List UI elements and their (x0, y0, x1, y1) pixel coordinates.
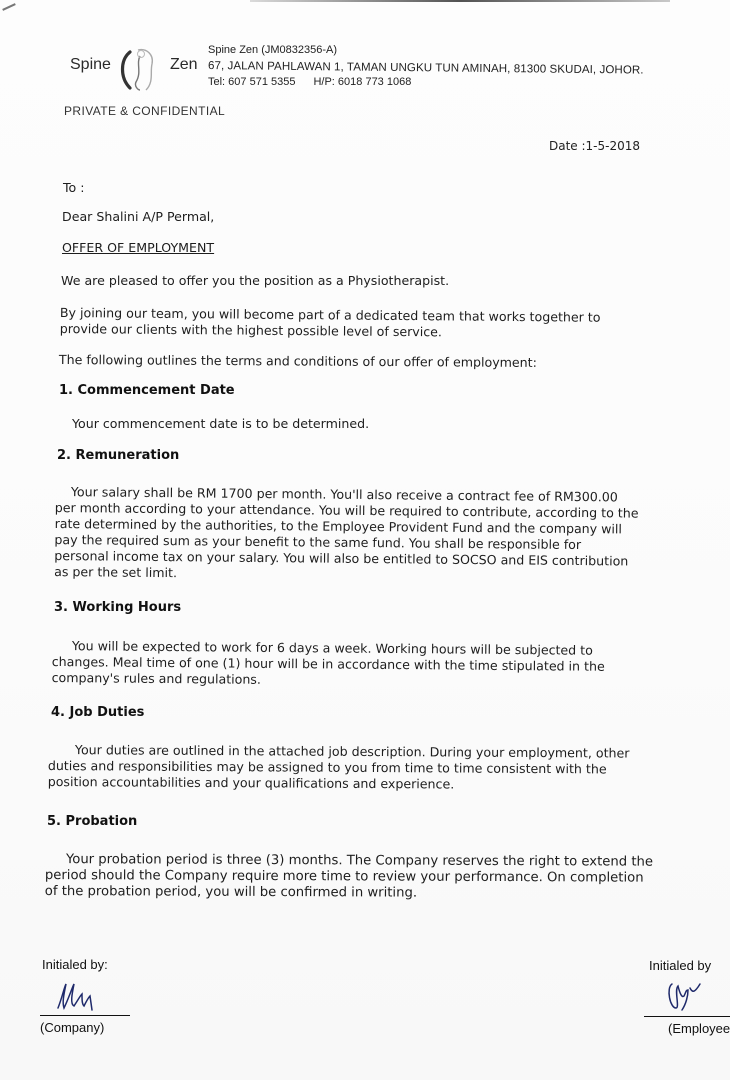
section-body-working-hours (52, 638, 605, 691)
job-duties-line: duties and responsibilities may be assigned to you from time to time consistent with the (47, 757, 607, 777)
to-label: To : (63, 180, 85, 195)
employee-role-label: (Employee (668, 1021, 730, 1036)
section-body-remuneration (54, 484, 639, 586)
section-body-job-duties (48, 742, 630, 794)
position-paragraph: We are pleased to offer you the position as a Physiotherapist. (61, 273, 450, 288)
team-paragraph (60, 305, 601, 342)
team-paragraph-line: By joining our team, you will become part of a dedicated team that works together to (59, 305, 601, 325)
probation-line: of the probation period, you will be confirmed in writing. (44, 883, 418, 901)
remuneration-line: rate determined by the authorities, to the Employee Provident Fund and the company will (54, 515, 623, 537)
remuneration-line: as per the set limit. (54, 563, 178, 581)
company-name: Spine Zen (JM0832356-A) (208, 44, 338, 56)
probation-line: Your probation period is three (3) months. The Company reserves the right to extend the (65, 852, 654, 870)
company-initial-label: Initialed by: (42, 957, 108, 972)
employee-initial-label: Initialed by (649, 958, 712, 973)
section-title-commencement: 1. Commencement Date (59, 383, 235, 398)
company-logo (68, 46, 200, 90)
letterhead (68, 38, 688, 98)
company-signature-icon (52, 980, 112, 1014)
letter-date: Date :1-5-2018 (549, 139, 641, 153)
company-role-label: (Company) (40, 1020, 105, 1035)
section-title-working-hours: 3. Working Hours (54, 600, 182, 615)
remuneration-line: pay the required sum as your benefit to the same fund. You shall be responsible for (54, 531, 582, 553)
employee-signature-line (644, 1016, 730, 1017)
job-duties-line: Your duties are outlined in the attached job description. During your employment, other (74, 742, 630, 761)
remuneration-line: per month according to your attendance. You will be required to contribute, according to the (54, 499, 639, 521)
handphone: H/P: 6018 773 1068 (313, 76, 412, 88)
working-hours-line: changes. Meal time of one (1) hour will be in accordance with the time stipulated in the (51, 653, 605, 674)
working-hours-line: company's rules and regulations. (51, 669, 261, 687)
remuneration-line: personal income tax on your salary. You will also be entitled to SOCSO and EIS contribution (54, 547, 629, 569)
company-info (208, 42, 644, 90)
page-edge-shadow (250, 0, 670, 2)
logo-text-zen: Zen (170, 56, 198, 73)
subject-line: OFFER OF EMPLOYMENT (62, 240, 215, 255)
remuneration-line: Your salary shall be RM 1700 per month. You'll also receive a contract fee of RM300.00 (70, 484, 618, 505)
company-address: 67, JALAN PAHLAWAN 1, TAMAN UNGKU TUN AMINAH, 81300 SKUDAI, JOHOR. (207, 60, 644, 77)
section-title-job-duties: 4. Job Duties (51, 705, 145, 720)
logo-text-spine: Spine (70, 56, 111, 73)
job-duties-line: position accountabilities and your qualifications and experience. (47, 773, 455, 792)
team-paragraph-line: provide our clients with the highest possible level of service. (59, 320, 443, 340)
working-hours-line: You will be expected to work for 6 days a week. Working hours will be subjected to (71, 638, 593, 658)
salutation: Dear Shalini A/P Permal, (62, 209, 215, 224)
terms-intro: The following outlines the terms and conditions of our offer of employment: (58, 352, 537, 370)
pen-mark (2, 3, 16, 11)
confidential-label: PRIVATE & CONFIDENTIAL (64, 104, 226, 118)
probation-line: period should the Company require more time to review your performance. On completion (44, 867, 644, 886)
company-signature-line (40, 1015, 130, 1016)
employee-signature-icon (664, 978, 708, 1014)
section-title-probation: 5. Probation (47, 814, 138, 829)
section-body-probation (45, 852, 653, 903)
spine-figure-icon (116, 46, 162, 92)
section-body-commencement: Your commencement date is to be determined. (72, 416, 370, 431)
section-title-remuneration: 2. Remuneration (57, 448, 180, 463)
telephone: Tel: 607 571 5355 (208, 76, 296, 88)
